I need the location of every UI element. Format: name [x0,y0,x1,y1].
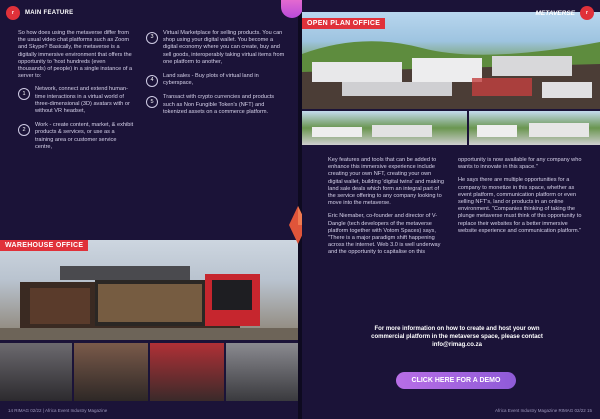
warehouse-thumb-3 [150,343,224,401]
paragraph: Eric Niemaber, co-founder and director of V-Dangle (tech developers of the metaverse platform together with Votom Spaces) says, "There is a major paradigm shift happening across the internet. Web 3.0 is well underway and the opportunity to capitalise on this [328,213,441,256]
right-footer: Africa Event Industry Magazine RIMAG 02/22 15 [494,408,592,413]
list-item [146,94,286,116]
warehouse-office-image [0,240,298,340]
right-column-1 [328,157,446,263]
paragraph: opportunity is now available for any company who wants to innovate in this space." [458,157,582,171]
open-plan-office-label: OPEN PLAN OFFICE [302,18,385,29]
office-thumb-illustration [469,111,600,145]
rimag-logo-icon: r [580,6,594,20]
list-item [18,122,134,151]
warehouse-office-label: WAREHOUSE OFFICE [0,240,88,251]
number-badge: 1 [18,88,30,100]
office-thumb-illustration [302,111,467,145]
list-item [18,86,134,115]
right-page [302,0,600,419]
contact-info: For more information on how to create and host your own commercial platform in the metaverse space, please contact info@rimag.co.za [371,326,543,348]
paragraph: Key features and tools that can be added to enhance this immersive experience include creating your own NFT, creating your own digital wallet, building 'digital twins' and making land sale deals which form an integral part of the service offering to any company looking to move into the metaverse. [328,157,444,207]
number-badge: 4 [146,75,158,87]
list-item-text: Network, connect and extend human-time interactions in a virtual world of three-dimensional (3D) avatars with or without VR headset, [35,86,130,115]
office-thumb-1 [302,111,467,145]
intro-paragraph: So how does using the metaverse differ from the usual video chat platforms such as Zoom and Skype? Basically, the metaverse is a digitally immersive environment that offers the opportunity to 'host hundreds (even thousands) of people) in a single instance of a server to: [18,30,133,80]
warehouse-thumb-1 [0,343,72,401]
section-label-left: MAIN FEATURE [25,10,74,16]
number-badge: 3 [146,32,158,44]
number-badge: 5 [146,96,158,108]
left-header [6,6,74,20]
section-label-right: METAVERSE [535,9,575,17]
left-page [0,0,298,419]
list-item-text: Land sales - Buy plots of virtual land in cyberspace, [163,73,259,87]
list-item-text: Virtual Marketplace for selling products. You can shop using your digital wallet. You become a digital economy where you can create, buy and sell goods, interoperably taking virtual items from one platform to another, [163,30,285,65]
open-plan-office-image [302,9,600,109]
warehouse-illustration [0,240,298,340]
list-item [146,73,286,87]
left-footer: 14 RIMAG 02/22 | Africa Event Industry Magazine [8,408,108,413]
left-column-2 [146,30,286,123]
warehouse-thumb-2 [74,343,148,401]
list-item-text: Work - create content, market, & exhibit products & services, or use as a training area or customer service centre, [35,122,134,150]
demo-button[interactable]: CLICK HERE FOR A DEMO [396,372,516,389]
list-item-text: Transact with crypto currencies and products such as Non Fungible Token's (NFT) and tokenized assets on a commerce platform. [163,94,275,115]
warehouse-thumb-4 [226,343,298,401]
rimag-logo-icon: r [6,6,20,20]
left-column-1 [18,30,134,158]
office-thumb-2 [469,111,600,145]
right-column-2 [458,157,582,241]
paragraph: He says there are multiple opportunities for a company to monetize in this space, whether as event platform, communication platform or even selling NFT's, land or products in an online environment. "Companies thinking of taking the plunge metaverse must think of this opportunity to replace their websites for a better immersive website experience and communication platform." [458,177,582,234]
right-header [536,6,595,20]
list-item [146,30,286,66]
number-badge: 2 [18,124,30,136]
